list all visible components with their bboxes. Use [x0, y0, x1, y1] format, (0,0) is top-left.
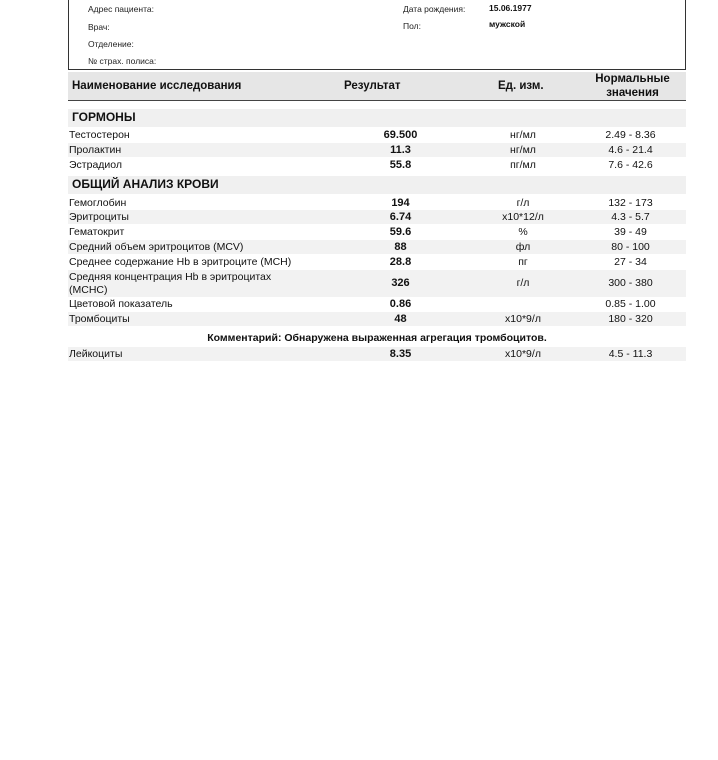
department-label: Отделение:: [88, 39, 134, 49]
row-norm: 0.85 - 1.00: [605, 298, 656, 310]
header-unit: Ед. изм.: [498, 80, 544, 92]
table-header: [68, 72, 686, 101]
row-name: Лейкоциты: [69, 348, 123, 360]
row-norm: 39 - 49: [614, 226, 647, 238]
table-row: [68, 255, 686, 269]
row-result: 88: [394, 241, 407, 253]
dob-value: 15.06.1977: [489, 3, 532, 13]
row-result: 55.8: [389, 159, 412, 171]
row-unit: %: [518, 226, 528, 238]
section-hormones: [68, 109, 686, 127]
header-name: Наименование исследования: [72, 80, 242, 92]
row-result: 48: [394, 313, 407, 325]
row-unit: нг/мл: [510, 144, 536, 156]
dob-label: Дата рождения:: [403, 4, 466, 14]
row-norm: 27 - 34: [614, 256, 647, 268]
row-name-line2: (MCHC): [69, 284, 108, 296]
table-row: [68, 128, 686, 142]
row-unit: x10*12/л: [502, 211, 544, 223]
sex-label: Пол:: [403, 21, 421, 31]
policy-label: № страх. полиса:: [88, 56, 157, 66]
table-row: [68, 210, 686, 224]
row-norm: 132 - 173: [608, 197, 653, 209]
row-result: 0.86: [389, 298, 412, 310]
row-unit: г/л: [516, 277, 530, 289]
row-unit: г/л: [516, 197, 530, 209]
row-unit: x10*9/л: [505, 348, 541, 360]
row-name: Средняя концентрация Hb в эритроцитах: [69, 271, 272, 283]
row-result: 6.74: [389, 211, 412, 223]
table-row: [68, 347, 686, 361]
row-name: Эстрадиол: [69, 159, 123, 171]
row-name: Эритроциты: [69, 211, 129, 223]
row-norm: 4.5 - 11.3: [608, 348, 653, 360]
header-norm-line1: Нормальные: [595, 73, 670, 85]
row-unit: нг/мл: [510, 129, 536, 141]
row-norm: 300 - 380: [608, 277, 653, 289]
row-name: Средний объем эритроцитов (MCV): [69, 241, 244, 253]
table-row: [68, 270, 686, 297]
row-name: Среднее содержание Hb в эритроците (MCH): [69, 256, 292, 268]
row-result: 28.8: [389, 256, 412, 268]
section-title: ОБЩИЙ АНАЛИЗ КРОВИ: [72, 177, 219, 191]
row-unit: пг: [518, 256, 528, 268]
row-norm: 4.3 - 5.7: [611, 211, 650, 223]
row-name: Тромбоциты: [69, 313, 130, 325]
table-row: [68, 225, 686, 239]
row-name: Пролактин: [69, 144, 122, 156]
row-result: 11.3: [390, 144, 411, 156]
row-norm: 7.6 - 42.6: [608, 159, 653, 171]
table-row: [68, 297, 686, 311]
row-result: 69.500: [383, 129, 418, 141]
row-result: 8.35: [389, 348, 412, 360]
row-name: Гематокрит: [69, 226, 125, 238]
doctor-label: Врач:: [88, 22, 110, 32]
row-result: 59.6: [389, 226, 412, 238]
table-row: [68, 196, 686, 210]
row-unit: пг/мл: [510, 159, 536, 171]
row-norm: 2.49 - 8.36: [605, 129, 656, 141]
row-norm: 180 - 320: [608, 313, 653, 325]
row-norm: 4.6 - 21.4: [608, 144, 653, 156]
row-result: 326: [391, 277, 410, 289]
row-norm: 80 - 100: [611, 241, 650, 253]
table-row: [68, 240, 686, 254]
row-unit: фл: [515, 241, 531, 253]
header-norm-line2: значения: [606, 87, 659, 99]
row-name: Цветовой показатель: [69, 298, 173, 310]
patient-info-box: [68, 0, 686, 70]
table-row: [68, 158, 686, 172]
table-row: [68, 143, 686, 157]
comment-text: Комментарий: Обнаружена выраженная агрегация тромбоцитов.: [207, 332, 547, 344]
row-unit: x10*9/л: [505, 313, 541, 325]
row-name: Тестостерон: [69, 129, 130, 141]
row-name: Гемоглобин: [69, 197, 127, 209]
table-row: [68, 312, 686, 326]
header-result: Результат: [344, 80, 401, 92]
section-title: ГОРМОНЫ: [72, 110, 136, 124]
row-result: 194: [391, 197, 410, 209]
section-cbc: [68, 176, 686, 194]
address-label: Адрес пациента:: [88, 4, 154, 14]
sex-value: мужской: [489, 19, 526, 29]
